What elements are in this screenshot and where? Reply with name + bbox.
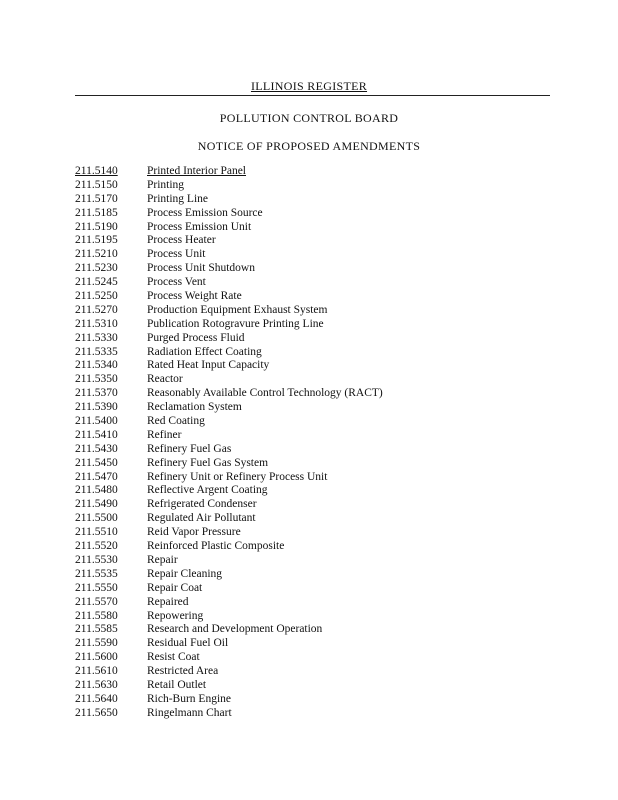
section-title: Resist Coat xyxy=(147,651,200,664)
section-number: 211.5410 xyxy=(75,428,118,441)
section-title: Process Emission Unit xyxy=(147,220,252,233)
section-number: 211.5190 xyxy=(75,220,118,233)
section-row xyxy=(75,290,545,304)
section-row xyxy=(75,415,545,429)
section-row xyxy=(75,679,545,693)
section-title: Repair Cleaning xyxy=(147,567,223,580)
section-title: Reactor xyxy=(147,373,183,386)
section-title: Refinery Fuel Gas xyxy=(147,442,232,455)
section-row xyxy=(75,540,545,554)
section-row xyxy=(75,498,545,512)
section-title: Radiation Effect Coating xyxy=(147,345,262,358)
register-title-text: ILLINOIS REGISTER xyxy=(250,79,368,93)
section-row xyxy=(75,651,545,665)
section-number: 211.5170 xyxy=(75,192,118,205)
section-row xyxy=(75,401,545,415)
section-title: Refinery Fuel Gas System xyxy=(147,456,269,469)
section-title: Process Unit xyxy=(147,248,206,261)
section-title: Repair xyxy=(147,553,178,566)
section-row xyxy=(75,596,545,610)
section-number: 211.5520 xyxy=(75,540,118,553)
section-number: 211.5480 xyxy=(75,484,118,497)
section-number: 211.5195 xyxy=(75,234,118,247)
section-title: Reasonably Available Control Technology (RACT) xyxy=(147,387,383,400)
section-number: 211.5500 xyxy=(75,512,118,525)
section-row xyxy=(75,623,545,637)
section-number: 211.5350 xyxy=(75,373,118,386)
section-row xyxy=(75,373,545,387)
section-row xyxy=(75,332,545,346)
section-title: Printing xyxy=(147,178,185,191)
section-row xyxy=(75,512,545,526)
section-row xyxy=(75,346,545,360)
section-title: Production Equipment Exhaust System xyxy=(147,303,328,316)
section-number: 211.5585 xyxy=(75,623,118,636)
section-row xyxy=(75,568,545,582)
section-title: Residual Fuel Oil xyxy=(147,637,229,650)
section-number: 211.5210 xyxy=(75,248,118,261)
section-row xyxy=(75,207,545,221)
section-row xyxy=(75,484,545,498)
section-number: 211.5650 xyxy=(75,706,118,719)
section-title: Repaired xyxy=(147,595,189,608)
section-title: Refiner xyxy=(147,428,182,441)
section-row xyxy=(75,554,545,568)
section-number: 211.5510 xyxy=(75,526,118,539)
section-title: Restricted Area xyxy=(147,665,219,678)
section-list xyxy=(75,165,545,721)
section-title: Reclamation System xyxy=(147,401,242,414)
section-title: Publication Rotogravure Printing Line xyxy=(147,317,324,330)
section-row xyxy=(75,526,545,540)
section-number: 211.5230 xyxy=(75,262,118,275)
section-row xyxy=(75,234,545,248)
section-title: Refinery Unit or Refinery Process Unit xyxy=(147,470,328,483)
section-title: Reid Vapor Pressure xyxy=(147,526,241,539)
section-number: 211.5600 xyxy=(75,651,118,664)
header-rule xyxy=(75,95,550,96)
board-title: POLLUTION CONTROL BOARD xyxy=(219,111,399,125)
section-row xyxy=(75,582,545,596)
section-row xyxy=(75,693,545,707)
section-number: 211.5400 xyxy=(75,415,118,428)
section-number: 211.5250 xyxy=(75,290,118,303)
section-title: Ringelmann Chart xyxy=(147,706,232,719)
section-row xyxy=(75,193,545,207)
section-row xyxy=(75,165,545,179)
section-number: 211.5590 xyxy=(75,637,118,650)
section-title: Printed Interior Panel xyxy=(147,165,247,177)
section-row xyxy=(75,471,545,485)
section-number: 211.5450 xyxy=(75,456,118,469)
section-title: Process Unit Shutdown xyxy=(147,262,255,275)
register-title xyxy=(0,79,618,94)
section-title: Reflective Argent Coating xyxy=(147,484,268,497)
section-number: 211.5430 xyxy=(75,442,118,455)
section-number: 211.5550 xyxy=(75,581,118,594)
section-number: 211.5140 xyxy=(75,165,118,177)
section-row xyxy=(75,387,545,401)
section-title: Repair Coat xyxy=(147,581,203,594)
section-row xyxy=(75,359,545,373)
section-number: 211.5470 xyxy=(75,470,118,483)
section-number: 211.5640 xyxy=(75,692,118,705)
section-number: 211.5630 xyxy=(75,678,118,691)
section-number: 211.5535 xyxy=(75,567,118,580)
section-title: Repowering xyxy=(147,609,204,622)
section-title: Purged Process Fluid xyxy=(147,331,245,344)
section-number: 211.5530 xyxy=(75,553,118,566)
section-row xyxy=(75,318,545,332)
section-number: 211.5610 xyxy=(75,665,118,678)
section-row xyxy=(75,262,545,276)
notice-title: NOTICE OF PROPOSED AMENDMENTS xyxy=(197,139,421,153)
section-title: Process Weight Rate xyxy=(147,290,242,303)
section-number: 211.5270 xyxy=(75,303,118,316)
section-number: 211.5370 xyxy=(75,387,118,400)
section-row xyxy=(75,276,545,290)
section-row xyxy=(75,707,545,721)
section-row xyxy=(75,221,545,235)
section-number: 211.5310 xyxy=(75,317,118,330)
section-number: 211.5390 xyxy=(75,401,118,414)
section-title: Process Heater xyxy=(147,234,216,247)
section-title: Rich-Burn Engine xyxy=(147,692,231,705)
section-row xyxy=(75,665,545,679)
section-title: Regulated Air Pollutant xyxy=(147,512,256,525)
section-number: 211.5570 xyxy=(75,595,118,608)
section-row xyxy=(75,457,545,471)
section-row xyxy=(75,179,545,193)
section-number: 211.5340 xyxy=(75,359,118,372)
section-number: 211.5490 xyxy=(75,498,118,511)
section-title: Retail Outlet xyxy=(147,678,207,691)
section-title: Red Coating xyxy=(147,415,205,428)
section-row xyxy=(75,610,545,624)
section-title: Research and Development Operation xyxy=(147,623,323,636)
section-title: Rated Heat Input Capacity xyxy=(147,359,270,372)
section-title: Process Emission Source xyxy=(147,206,263,219)
section-row xyxy=(75,429,545,443)
section-row xyxy=(75,443,545,457)
section-number: 211.5185 xyxy=(75,206,118,219)
section-number: 211.5330 xyxy=(75,331,118,344)
section-number: 211.5150 xyxy=(75,178,118,191)
section-number: 211.5335 xyxy=(75,345,118,358)
section-title: Printing Line xyxy=(147,192,209,205)
section-number: 211.5580 xyxy=(75,609,118,622)
section-row xyxy=(75,637,545,651)
section-title: Refrigerated Condenser xyxy=(147,498,257,511)
section-title: Process Vent xyxy=(147,276,206,289)
section-title: Reinforced Plastic Composite xyxy=(147,540,285,553)
section-row xyxy=(75,248,545,262)
section-number: 211.5245 xyxy=(75,276,118,289)
section-row xyxy=(75,304,545,318)
